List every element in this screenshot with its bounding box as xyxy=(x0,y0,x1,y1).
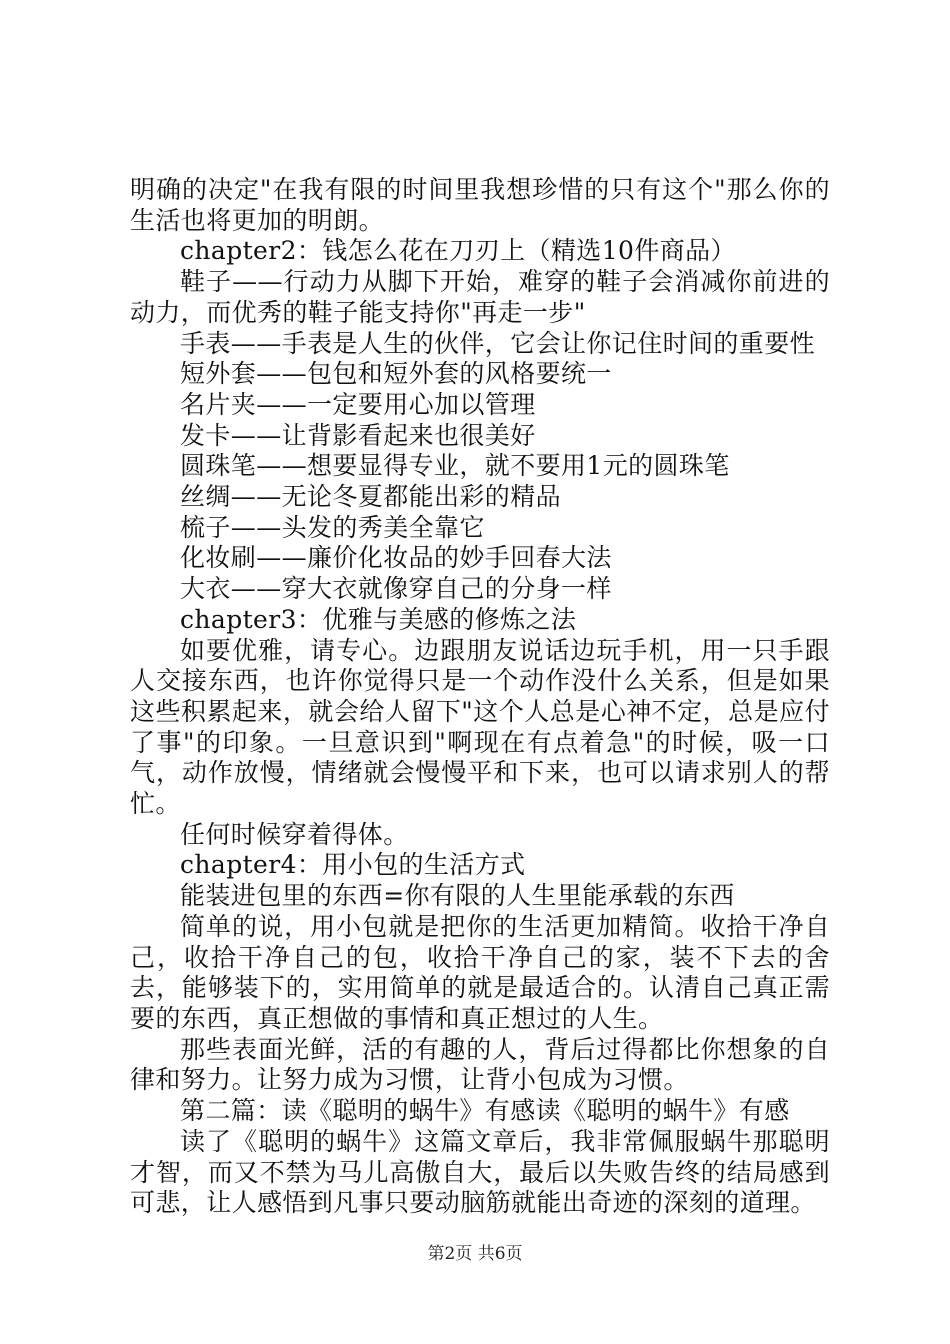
item-short-jacket: 短外套——包包和短外套的风格要统一 xyxy=(180,359,612,389)
item-comb: 梳子——头发的秀美全靠它 xyxy=(180,512,485,542)
document-body xyxy=(130,175,830,1219)
item-shoes: 鞋子——行动力从脚下开始，难穿的鞋子会消减你前进的动力，而优秀的鞋子能支持你"再走一步" xyxy=(130,267,830,327)
paragraph-effort: 那些表面光鲜，活的有趣的人，背后过得都比你想象的自律和努力。让努力成为习惯，让背小包成为习惯。 xyxy=(130,1034,830,1095)
section-two-heading: 第二篇：读《聪明的蜗牛》有感读《聪明的蜗牛》有感 xyxy=(180,1096,790,1126)
chapter4-heading: chapter4：用小包的生活方式 xyxy=(180,850,526,880)
item-hair-clip: 发卡——让背影看起来也很美好 xyxy=(180,420,536,450)
paragraph-dress-properly: 任何时候穿着得体。 xyxy=(180,819,409,849)
item-coat: 大衣——穿大衣就像穿自己的分身一样 xyxy=(180,574,612,604)
item-makeup-brush: 化妆刷——廉价化妆品的妙手回春大法 xyxy=(180,543,612,573)
item-silk: 丝绸——无论冬夏都能出彩的精品 xyxy=(180,482,562,512)
item-card-holder: 名片夹——一定要用心加以管理 xyxy=(180,389,536,419)
chapter3-heading: chapter3：优雅与美感的修炼之法 xyxy=(180,604,577,634)
page-footer: 第2页 共6页 xyxy=(427,1244,523,1264)
item-ballpoint-pen: 圆珠笔——想要显得专业，就不要用1元的圆珠笔 xyxy=(180,451,730,481)
paragraph-bag-equation: 能装进包里的东西=你有限的人生里能承载的东西 xyxy=(180,881,735,911)
chapter2-heading: chapter2：钱怎么花在刀刃上（精选10件商品） xyxy=(180,236,736,266)
item-watch: 手表——手表是人生的伙伴，它会让你记住时间的重要性 xyxy=(180,328,816,358)
paragraph-small-bag: 简单的说，用小包就是把你的生活更加精简。收拾干净自己，收拾干净自己的包，收拾干净自己的家，装不下去的舍去，能够装下的，实用简单的就是最适合的。认清自己真正需要的东西，真正想做的事情和真正想过的人生。 xyxy=(130,911,830,1033)
paragraph-continuation: 明确的决定"在我有限的时间里我想珍惜的只有这个"那么你的生活也将更加的明朗。 xyxy=(130,175,830,235)
paragraph-elegance: 如要优雅，请专心。边跟朋友说话边玩手机，用一只手跟人交接东西，也许你觉得只是一个动作没什么关系，但是如果这些积累起来，就会给人留下"这个人总是心神不定，总是应付了事"的印象。一旦意识到"啊现在有点着急"的时候，吸一口气，动作放慢，情绪就会慢慢平和下来，也可以请求别人的帮忙。 xyxy=(130,635,830,819)
paragraph-snail: 读了《聪明的蜗牛》这篇文章后，我非常佩服蜗牛那聪明才智，而又不禁为马儿高傲自大，最后以失败告终的结局感到可悲，让人感悟到凡事只要动脑筋就能出奇迹的深刻的道理。 xyxy=(130,1126,830,1218)
